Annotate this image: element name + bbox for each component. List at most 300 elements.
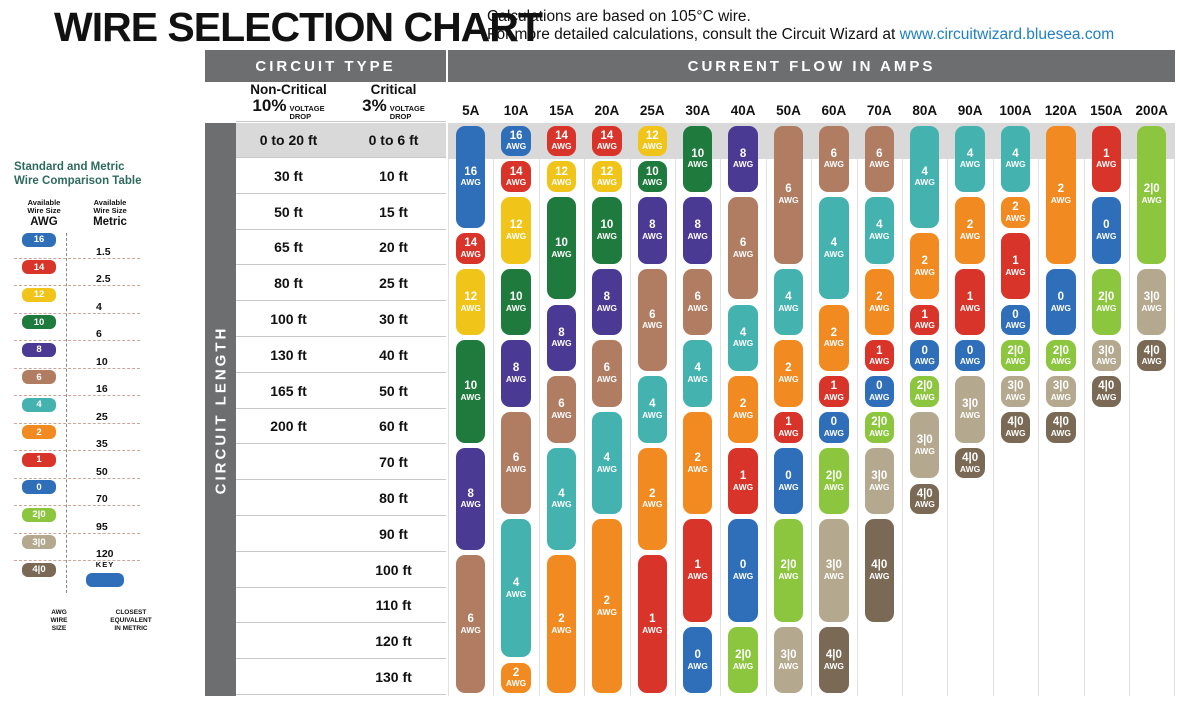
metric-head-line2: Wire Size — [93, 206, 127, 216]
awg-cell-value: 2|0 — [825, 469, 842, 482]
awg-cell-value: 12 — [600, 165, 614, 178]
awg-cell — [865, 448, 894, 515]
awg-cell — [819, 197, 848, 299]
awg-cell-unit: AWG — [778, 302, 799, 313]
non-critical-label: Non-Critical — [250, 81, 327, 97]
awg-cell-unit: AWG — [732, 660, 754, 671]
awg-cell-unit: AWG — [778, 374, 799, 385]
awg-cell — [547, 305, 576, 372]
comparison-row-divider — [14, 285, 140, 286]
awg-cell — [501, 126, 530, 157]
comparison-row-divider — [14, 533, 140, 534]
row-label-critical-5: 30 ft — [341, 302, 446, 337]
comparison-awg-pill: 4 — [22, 398, 56, 412]
awg-cell — [910, 126, 939, 228]
comparison-awg-pill: 1 — [22, 453, 56, 467]
awg-cell-unit: AWG — [869, 427, 890, 438]
gridline — [675, 123, 676, 696]
awg-cell — [865, 269, 894, 336]
row-label-noncritical-10 — [236, 481, 341, 516]
awg-cell-value: 3|0 — [871, 469, 888, 482]
awg-cell-value: 8 — [694, 219, 701, 232]
awg-cell-value: 10 — [691, 147, 705, 160]
row-label-critical-10: 80 ft — [341, 481, 446, 516]
awg-cell-unit: AWG — [778, 427, 799, 438]
non-critical-unit-1: VOLTAGE — [289, 104, 325, 114]
circuit-wizard-link[interactable]: www.circuitwizard.bluesea.com — [899, 26, 1115, 43]
awg-cell — [501, 340, 530, 407]
awg-cell-value: 4 — [830, 237, 838, 250]
awg-cell-value: 6 — [603, 362, 611, 375]
awg-cell — [728, 627, 757, 694]
comparison-metric-value: 6 — [96, 328, 102, 341]
awg-cell — [547, 197, 576, 299]
awg-cell-unit: AWG — [687, 571, 708, 582]
awg-cell-unit: AWG — [687, 374, 708, 385]
awg-cell-unit: AWG — [823, 248, 845, 259]
key-pill-sample — [86, 573, 124, 587]
awg-cell-unit: AWG — [596, 177, 618, 188]
awg-cell-value: 3|0 — [1052, 380, 1069, 393]
amp-header-30a: 30A — [685, 103, 711, 118]
comparison-awg-pill: 14 — [22, 260, 56, 274]
awg-cell — [1092, 197, 1121, 264]
awg-cell — [865, 376, 894, 407]
awg-cell-value: 2|0 — [871, 416, 888, 429]
row-label-critical-9: 70 ft — [341, 445, 446, 480]
gridline — [993, 123, 994, 696]
gridline — [766, 123, 767, 696]
awg-cell-unit: AWG — [551, 141, 572, 152]
subheader-non-critical — [236, 82, 341, 122]
critical-value: 3% — [362, 96, 387, 116]
awg-cell-unit: AWG — [642, 230, 663, 241]
amp-header-150a: 150A — [1090, 103, 1123, 118]
row-label-critical-3: 20 ft — [341, 230, 446, 265]
awg-cell-value: 0 — [739, 559, 747, 572]
awg-cell — [728, 376, 757, 443]
gridline — [448, 123, 449, 696]
awg-cell-value: 4 — [512, 577, 520, 590]
amp-header-120a: 120A — [1044, 103, 1078, 118]
awg-cell — [501, 412, 530, 514]
awg-cell — [456, 269, 485, 336]
awg-cell-value: 2 — [739, 398, 747, 411]
comparison-metric-value: 1.5 — [96, 245, 111, 258]
awg-cell-unit: AWG — [823, 159, 845, 170]
awg-cell-unit: AWG — [1141, 356, 1162, 367]
awg-cell — [819, 126, 848, 193]
amp-header-100a: 100A — [999, 103, 1032, 118]
awg-cell — [1092, 340, 1121, 371]
amp-header-10a: 10A — [503, 103, 529, 118]
awg-cell — [501, 663, 530, 694]
metric-head-line3: Metric — [93, 216, 127, 228]
awg-cell-value: 1 — [739, 469, 747, 482]
awg-cell — [683, 412, 712, 514]
awg-cell-unit: AWG — [778, 571, 799, 582]
awg-cell-value: 6 — [694, 290, 701, 303]
wire-selection-table — [205, 50, 1175, 696]
comparison-awg-pill: 16 — [22, 233, 56, 247]
key-left-line1: AWG — [51, 609, 67, 616]
awg-cell-unit: AWG — [959, 230, 981, 241]
awg-cell-unit: AWG — [642, 409, 663, 420]
awg-cell-unit: AWG — [869, 571, 890, 582]
awg-cell-value: 0 — [830, 416, 838, 429]
critical-label: Critical — [370, 81, 417, 97]
awg-cell-unit: AWG — [959, 463, 981, 474]
row-label-critical-13: 110 ft — [341, 588, 446, 623]
awg-cell — [456, 340, 485, 442]
awg-cell-unit: AWG — [551, 499, 572, 510]
awg-cell-value: 3|0 — [1098, 344, 1115, 357]
awg-cell-unit: AWG — [1096, 302, 1117, 313]
page-title: WIRE SELECTION CHART — [54, 4, 542, 50]
awg-cell-value: 4 — [694, 362, 701, 375]
awg-cell-unit: AWG — [460, 177, 481, 188]
awg-cell-value: 8 — [512, 362, 520, 375]
row-label-noncritical-13 — [236, 588, 341, 623]
awg-cell — [547, 376, 576, 443]
awg-cell-value: 10 — [555, 237, 568, 250]
gridline — [630, 123, 631, 696]
awg-cell — [638, 555, 667, 693]
awg-cell — [1137, 340, 1166, 371]
awg-cell-unit: AWG — [778, 660, 799, 671]
awg-cell-unit: AWG — [687, 463, 708, 474]
awg-cell-value: 2 — [785, 362, 792, 375]
gridline — [902, 123, 903, 696]
awg-cell-value: 1 — [1103, 147, 1110, 160]
awg-cell-unit: AWG — [1005, 213, 1026, 224]
awg-cell-unit: AWG — [914, 392, 935, 403]
awg-cell-unit: AWG — [823, 571, 845, 582]
awg-cell-unit: AWG — [505, 230, 527, 241]
awg-cell-value: 4|0 — [962, 451, 979, 464]
awg-cell — [592, 161, 621, 192]
row-label-noncritical-15 — [236, 660, 341, 695]
awg-head-line2: Wire Size — [27, 206, 61, 216]
awg-cell-value: 4|0 — [1052, 416, 1069, 429]
awg-cell-unit: AWG — [959, 302, 981, 313]
comparison-awg-pill: 0 — [22, 480, 56, 494]
awg-cell-unit: AWG — [914, 499, 935, 510]
awg-cell — [1001, 412, 1030, 443]
awg-cell-value: 4 — [558, 487, 565, 500]
awg-cell-value: 2|0 — [1143, 183, 1160, 196]
awg-cell-unit: AWG — [778, 481, 799, 492]
gridline — [1084, 123, 1085, 696]
row-label-critical-2: 15 ft — [341, 195, 446, 230]
awg-cell-unit: AWG — [778, 195, 799, 206]
non-critical-unit-2: DROP — [289, 111, 312, 121]
awg-cell — [910, 233, 939, 300]
awg-cell — [910, 412, 939, 479]
awg-cell — [819, 627, 848, 694]
awg-cell-value: 10 — [645, 165, 659, 178]
awg-cell-unit: AWG — [732, 409, 754, 420]
comparison-title-line1: Standard and Metric — [14, 161, 125, 173]
awg-cell-value: 3|0 — [1007, 380, 1024, 393]
awg-cell-unit: AWG — [1005, 356, 1026, 367]
amp-header-20a: 20A — [594, 103, 620, 118]
awg-cell-unit: AWG — [1096, 159, 1117, 170]
awg-cell — [865, 412, 894, 443]
awg-cell-value: 1 — [830, 380, 838, 393]
awg-cell-unit: AWG — [596, 606, 618, 617]
awg-cell-unit: AWG — [642, 624, 663, 635]
awg-cell — [501, 269, 530, 336]
key-left-label — [36, 609, 82, 632]
awg-cell-value: 16 — [509, 129, 523, 142]
row-label-critical-14: 120 ft — [341, 624, 446, 659]
awg-cell-value: 8 — [649, 219, 656, 232]
comparison-header-awg — [14, 199, 74, 229]
awg-cell-unit: AWG — [505, 588, 527, 599]
awg-cell-unit: AWG — [687, 660, 708, 671]
awg-cell-value: 3|0 — [962, 398, 979, 411]
awg-cell-value: 14 — [509, 165, 523, 178]
amp-header-50a: 50A — [776, 103, 801, 118]
key-left-line2: WIRE — [50, 616, 68, 624]
awg-cell — [910, 376, 939, 407]
comparison-header-metric — [80, 199, 140, 229]
row-label-critical-0: 0 to 6 ft — [341, 123, 446, 158]
awg-cell-unit: AWG — [732, 481, 754, 492]
awg-cell-unit: AWG — [596, 374, 618, 385]
awg-cell — [638, 448, 667, 550]
awg-cell — [1046, 376, 1075, 407]
awg-cell-value: 1 — [694, 559, 701, 572]
awg-cell — [638, 126, 667, 157]
awg-cell-value: 0 — [1057, 290, 1065, 303]
awg-cell-unit: AWG — [1005, 320, 1026, 331]
subheader-critical — [341, 82, 446, 122]
comparison-metric-value: 2.5 — [96, 273, 111, 286]
awg-cell-unit: AWG — [1141, 302, 1162, 313]
awg-cell-unit: AWG — [460, 499, 481, 510]
awg-cell — [955, 448, 984, 479]
comparison-row-divider — [14, 313, 140, 314]
awg-cell — [683, 269, 712, 336]
awg-cell-value: 4 — [876, 219, 883, 232]
comparison-row-divider — [14, 368, 140, 369]
awg-cell-value: 3|0 — [780, 648, 797, 661]
awg-cell-unit: AWG — [959, 356, 981, 367]
awg-cell — [865, 197, 894, 264]
awg-cell-unit: AWG — [1096, 230, 1117, 241]
awg-cell — [774, 519, 803, 621]
awg-cell-unit: AWG — [823, 481, 845, 492]
awg-cell — [955, 376, 984, 443]
awg-cell-unit: AWG — [460, 624, 481, 635]
awg-cell-value: 4 — [966, 147, 974, 160]
key-left-line3: SIZE — [51, 624, 67, 632]
comparison-metric-value: 25 — [96, 410, 108, 423]
awg-cell-value: 2|0 — [1098, 290, 1115, 303]
awg-cell-value: 1 — [1012, 255, 1019, 267]
awg-cell-unit: AWG — [596, 302, 618, 313]
awg-cell-value: 1 — [785, 416, 792, 429]
awg-cell-unit: AWG — [505, 374, 527, 385]
gridline — [811, 123, 812, 696]
awg-cell-unit: AWG — [642, 141, 663, 152]
awg-cell-value: 0 — [966, 344, 974, 357]
comparison-metric-value: 95 — [96, 520, 108, 533]
row-label-noncritical-5: 100 ft — [236, 302, 341, 337]
awg-cell-unit: AWG — [551, 338, 572, 349]
awg-cell — [547, 555, 576, 693]
header-current-flow: CURRENT FLOW IN AMPS — [448, 50, 1175, 82]
awg-cell-value: 2 — [603, 595, 611, 608]
comparison-awg-pill: 8 — [22, 343, 56, 357]
awg-cell-value: 4|0 — [825, 648, 842, 661]
awg-cell-unit: AWG — [959, 159, 981, 170]
awg-cell — [774, 126, 803, 264]
awg-cell — [865, 519, 894, 621]
awg-cell-unit: AWG — [1050, 302, 1072, 313]
comparison-metric-value: 16 — [96, 383, 108, 396]
awg-cell — [1001, 340, 1030, 371]
awg-cell — [547, 161, 576, 192]
awg-cell-unit: AWG — [869, 302, 890, 313]
awg-cell — [501, 519, 530, 657]
awg-cell — [1092, 126, 1121, 193]
awg-cell-unit: AWG — [1005, 392, 1026, 403]
row-label-critical-6: 40 ft — [341, 338, 446, 373]
awg-cell-value: 6 — [739, 237, 747, 250]
awg-cell-value: 10 — [464, 380, 478, 393]
awg-cell-value: 4|0 — [1143, 344, 1160, 357]
awg-cell-unit: AWG — [732, 338, 754, 349]
awg-cell-unit: AWG — [1005, 427, 1026, 438]
awg-cell — [592, 126, 621, 157]
comparison-awg-pill: 6 — [22, 370, 56, 384]
awg-cell-value: 8 — [558, 326, 565, 339]
awg-cell-value: 12 — [464, 290, 478, 303]
awg-cell-value: 6 — [467, 613, 474, 625]
awg-cell-value: 1 — [966, 290, 974, 303]
amp-header-15a: 15A — [549, 103, 574, 118]
row-label-noncritical-9 — [236, 445, 341, 480]
awg-cell-value: 14 — [555, 129, 568, 142]
awg-cell-value: 16 — [464, 165, 478, 178]
awg-cell — [774, 627, 803, 694]
comparison-row-divider — [14, 423, 140, 424]
awg-cell — [774, 340, 803, 407]
awg-cell — [774, 412, 803, 443]
awg-cell-unit: AWG — [823, 660, 845, 671]
awg-cell — [456, 126, 485, 228]
awg-cell-value: 6 — [649, 308, 656, 321]
row-label-noncritical-8: 200 ft — [236, 409, 341, 444]
critical-unit-2: DROP — [389, 111, 412, 121]
row-label-critical-8: 60 ft — [341, 409, 446, 444]
gridline — [1129, 123, 1130, 696]
awg-cell-value: 14 — [464, 237, 478, 250]
gridline — [1174, 123, 1175, 696]
awg-cell-value: 1 — [876, 344, 883, 357]
awg-cell-unit: AWG — [1096, 356, 1117, 367]
amp-header-80a: 80A — [912, 103, 938, 118]
awg-cell — [955, 126, 984, 193]
awg-cell — [683, 627, 712, 694]
awg-cell-unit: AWG — [869, 230, 890, 241]
awg-head-line3: AWG — [30, 216, 58, 228]
comparison-metric-value: 10 — [96, 355, 108, 368]
comparison-row-divider — [14, 478, 140, 479]
gridline — [539, 123, 540, 696]
awg-cell — [683, 126, 712, 193]
awg-cell-unit: AWG — [551, 409, 572, 420]
awg-cell-unit: AWG — [732, 248, 754, 259]
awg-cell — [592, 519, 621, 693]
row-label-noncritical-4: 80 ft — [236, 266, 341, 301]
awg-cell — [456, 555, 485, 693]
awg-cell-value: 2 — [1057, 183, 1065, 196]
comparison-row-divider — [14, 340, 140, 341]
awg-cell — [728, 519, 757, 621]
awg-cell — [1046, 412, 1075, 443]
awg-cell-unit: AWG — [823, 338, 845, 349]
awg-cell-unit: AWG — [1141, 195, 1162, 206]
gridline — [857, 123, 858, 696]
awg-cell-value: 4 — [1012, 147, 1019, 160]
row-label-noncritical-11 — [236, 517, 341, 552]
gridline — [1038, 123, 1039, 696]
awg-cell-value: 2|0 — [735, 648, 752, 661]
comparison-awg-pill: 2|0 — [22, 508, 56, 522]
awg-cell-value: 12 — [509, 219, 523, 232]
wire-comparison-table — [14, 160, 194, 690]
awg-cell — [910, 340, 939, 371]
awg-cell-value: 0 — [1012, 308, 1019, 321]
awg-cell-value: 0 — [694, 648, 701, 661]
gridline — [720, 123, 721, 696]
comparison-metric-value: 50 — [96, 465, 108, 478]
awg-cell-unit: AWG — [1050, 356, 1072, 367]
comparison-metric-value: 120 — [96, 548, 114, 561]
awg-cell-value: 4|0 — [871, 559, 888, 572]
awg-cell — [1001, 126, 1030, 193]
awg-cell-value: 3|0 — [916, 434, 933, 446]
awg-cell-value: 4 — [649, 398, 656, 411]
awg-cell-unit: AWG — [505, 177, 527, 188]
awg-cell-unit: AWG — [642, 177, 663, 188]
comparison-awg-pill: 4|0 — [22, 563, 56, 577]
awg-cell — [547, 126, 576, 157]
amp-header-70a: 70A — [866, 103, 892, 118]
awg-cell — [774, 269, 803, 336]
gridline — [584, 123, 585, 696]
awg-cell — [819, 448, 848, 515]
awg-cell — [547, 448, 576, 550]
awg-cell-unit: AWG — [687, 230, 708, 241]
awg-cell-unit: AWG — [914, 356, 935, 367]
awg-cell-value: 2 — [512, 666, 520, 679]
awg-cell-unit: AWG — [687, 159, 708, 170]
awg-cell — [728, 305, 757, 372]
awg-cell-value: 6 — [512, 451, 520, 464]
awg-cell-value: 0 — [876, 380, 883, 393]
awg-cell-unit: AWG — [551, 624, 572, 635]
awg-cell-value: 8 — [739, 147, 747, 160]
awg-cell — [592, 197, 621, 264]
awg-cell-value: 3|0 — [1143, 290, 1160, 303]
comparison-metric-value: 70 — [96, 493, 108, 506]
awg-cell-value: 2 — [1012, 201, 1019, 214]
